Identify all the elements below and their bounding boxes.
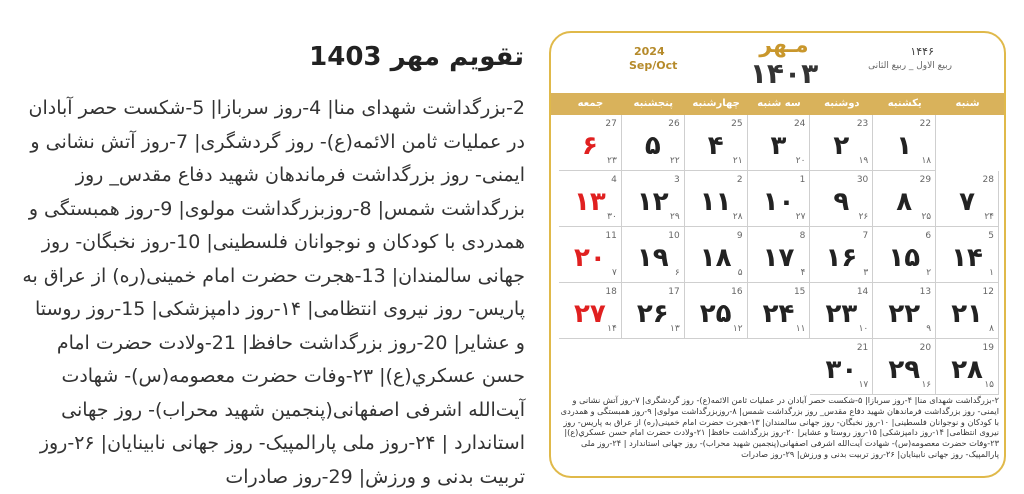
gregorian-day: 1	[799, 175, 806, 185]
hijri-day: ۶	[674, 268, 680, 278]
jalali-day: ۲۷	[574, 299, 606, 329]
day-cell[interactable]	[622, 171, 685, 227]
jalali-day: ۱۱	[699, 187, 732, 217]
jalali-day: ۴	[707, 131, 724, 161]
events-description: 2-بزرگداشت شهدای منا| 4-روز سربازا| 5-شکست حصر آبادان در عملیات ثامن الائمه(ع)- روز گردشگری| 7-روز آتش نشانی و ایمنی- روز بزرگداشت فرماندهان شهید دفاع مقدس_ روز بزرگداشت شمس| 8-روزبزرگداشت مولوی| 9-روز همبستگی و همدردی با کودکان و نوجوانان فلسطینی| 10-روز نخبگان- روز جهانی سالمندان| 13-هجرت حضرت امام خمینی(ره) از عراق به پاریس- روز نیروی انتظامی| ۱۴-روز دامپزشکی| 15-روز روستا و عشایر| 20-روز بزرگداشت حافظ| 21-ولادت حضرت امام حسن عسکري(ع)| ۲۳-وفات حضرت معصومه(س)- شهادت آیت‌الله اشرفی اصفهانی(پنجمین شهید محراب)- روز جهانی استاندارد | ۲۴-روز ملی پارالمپیک- روز جهانی نابینایان| ۲۶-روز تربیت بدنی و ورزش| 29-روز صادرات	[22, 97, 525, 488]
gregorian-day: 6	[925, 231, 932, 241]
day-cell[interactable]	[748, 115, 811, 171]
weekday-label: دوشنبه	[824, 98, 860, 109]
jalali-day: ۲۹	[888, 355, 921, 385]
gregorian-day: 5	[988, 231, 994, 241]
gregorian-day: 16	[731, 287, 743, 297]
day-cell[interactable]	[873, 227, 936, 283]
jalali-day: ۹	[833, 187, 850, 217]
hijri-day: ۲۷	[795, 212, 806, 222]
day-cell[interactable]	[685, 115, 748, 171]
jalali-day: ۲۶	[636, 299, 669, 329]
day-cell[interactable]	[810, 339, 873, 395]
jalali-day: ۳	[770, 131, 787, 161]
hijri-day: ۲۱	[732, 156, 743, 166]
calendar-header	[551, 33, 1004, 93]
day-cell[interactable]	[810, 227, 873, 283]
day-cell[interactable]	[748, 227, 811, 283]
gregorian-day: 24	[793, 119, 806, 129]
gregorian-day: 25	[731, 119, 743, 129]
jalali-day: ۱۲	[636, 187, 669, 217]
gregorian-day: 13	[919, 287, 932, 297]
day-cell[interactable]	[936, 283, 999, 339]
hijri-day: ۳	[863, 268, 869, 278]
gregorian-day: 22	[919, 119, 932, 129]
jalali-day: ۱۹	[636, 243, 669, 273]
gregorian-day: 11	[605, 231, 617, 241]
gregorian-year: 2024	[634, 45, 665, 58]
calendar-card	[549, 31, 1006, 478]
day-cell[interactable]	[622, 115, 685, 171]
jalali-day: ۱۰	[762, 187, 795, 217]
weekday-header	[551, 93, 1004, 115]
jalali-year: ۱۴۰۳	[749, 57, 819, 90]
jalali-day: ۶	[581, 131, 598, 161]
day-cell[interactable]	[810, 171, 873, 227]
day-cell[interactable]	[810, 283, 873, 339]
page-title: تقویم مهر 1403	[309, 42, 524, 72]
day-cell[interactable]	[685, 283, 748, 339]
jalali-day: ۵	[644, 131, 661, 161]
hijri-day: ۷	[612, 268, 617, 278]
hijri-day: ۳۰	[607, 212, 617, 222]
day-cell[interactable]	[748, 171, 811, 227]
hijri-day: ۱۰	[858, 324, 869, 334]
weekday-label: یکشنبه	[887, 98, 922, 109]
hijri-day: ۵	[737, 268, 743, 278]
gregorian-day: 27	[605, 119, 617, 129]
hijri-day: ۴	[800, 268, 806, 278]
hijri-day: ۱۹	[858, 156, 869, 166]
hijri-day: ۱	[989, 268, 994, 278]
hijri-day: ۱۳	[670, 324, 680, 334]
hijri-day: ۲۶	[858, 212, 869, 222]
hijri-day: ۲	[926, 268, 932, 278]
gregorian-day: 3	[673, 175, 680, 185]
hijri-day: ۹	[926, 324, 932, 334]
jalali-day: ۲۱	[951, 299, 983, 329]
jalali-day: ۱۸	[699, 243, 732, 273]
gregorian-day: 19	[982, 343, 994, 353]
jalali-day: ۱۶	[825, 243, 858, 273]
calendar-grid	[559, 115, 999, 395]
day-cell[interactable]	[559, 283, 622, 339]
day-cell[interactable]	[873, 171, 936, 227]
jalali-day: ۱۳	[574, 187, 606, 217]
weekday-label: سه شنبه	[757, 98, 801, 109]
jalali-day: ۱	[896, 131, 913, 161]
gregorian-day: 15	[793, 287, 806, 297]
gregorian-day: 18	[605, 287, 617, 297]
gregorian-day: 14	[856, 287, 869, 297]
calendar-footer-notes: ۲-بزرگداشت شهدای منا| ۴-روز سربازا| ۵-شکست حصر آبادان در عملیات ثامن الائمه(ع)- روز گردشگری| ۷-روز آتش نشانی و ایمنی- روز بزرگداشت فرماندهان شهید دفاع مقدس_ روز بزرگداشت شمس| ۸-روزبزرگداشت مولوی| ۹-روز همبستگی و همدردی با کودکان و نوجوانان فلسطینی| ۱۰-روز نخبگان- روز جهانی سالمندان| ۱۳-هجرت حضرت امام خمینی(ره) از عراق به پاریس- روز نیروی انتظامی| ۱۴-روز دامپزشکی| ۱۵-روز روستا و عشایر| ۲۰-روز بزرگداشت حافظ| ۲۱-ولادت حضرت امام حسن عسکري(ع)| ۲۳-وفات حضرت معصومه(س)- شهادت آیت‌الله اشرفی اصفهانی(پنجمین شهید محراب)- روز جهانی استاندارد | ۲۴-روز ملی پارالمپیک- روز جهانی نابینایان| ۲۶-روز تربیت بدنی و ورزش| ۲۹-روز صادرات	[560, 395, 999, 459]
hijri-day: ۲۹	[670, 212, 680, 222]
hijri-day: ۱۶	[921, 380, 932, 390]
gregorian-day: 7	[862, 231, 869, 241]
day-cell[interactable]	[873, 283, 936, 339]
day-cell[interactable]	[559, 227, 622, 283]
gregorian-day: 9	[736, 231, 743, 241]
jalali-day: ۸	[896, 187, 913, 217]
gregorian-day: 4	[611, 175, 617, 185]
jalali-day: ۲۵	[699, 299, 732, 329]
month-name: مـهر	[759, 33, 809, 58]
jalali-day: ۲۳	[825, 299, 858, 329]
day-cell[interactable]	[873, 115, 936, 171]
hijri-day: ۱۵	[984, 380, 994, 390]
gregorian-day: 12	[982, 287, 994, 297]
jalali-day: ۷	[959, 187, 975, 217]
day-cell[interactable]	[622, 227, 685, 283]
gregorian-day: 17	[668, 287, 680, 297]
weekday-label: جمعه	[577, 98, 604, 109]
gregorian-day: 29	[919, 175, 932, 185]
day-cell[interactable]	[936, 171, 999, 227]
hijri-day: ۲۵	[921, 212, 932, 222]
gregorian-day: 30	[856, 175, 869, 185]
gregorian-day: 23	[856, 119, 869, 129]
day-cell[interactable]	[936, 227, 999, 283]
jalali-day: ۱۷	[762, 243, 795, 273]
weekday-label: شنبه	[955, 98, 980, 109]
jalali-day: ۲۴	[762, 299, 795, 329]
day-cell[interactable]	[622, 283, 685, 339]
hijri-day: ۱۲	[732, 324, 743, 334]
day-cell[interactable]	[936, 339, 999, 395]
jalali-day: ۱۴	[951, 243, 983, 273]
hijri-day: ۸	[989, 324, 994, 334]
hijri-day: ۲۴	[984, 212, 994, 222]
gregorian-day: 2	[736, 175, 743, 185]
day-cell[interactable]	[559, 115, 622, 171]
day-cell[interactable]	[559, 171, 622, 227]
gregorian-months: Sep/Oct	[629, 59, 678, 72]
hijri-day: ۲۳	[607, 156, 617, 166]
hijri-day: ۲۸	[732, 212, 743, 222]
jalali-day: ۱۵	[888, 243, 921, 273]
hijri-day: ۱۴	[607, 324, 617, 334]
gregorian-day: 10	[668, 231, 680, 241]
gregorian-day: 21	[856, 343, 869, 353]
hijri-day: ۲۲	[670, 156, 680, 166]
jalali-day: ۲۸	[951, 355, 983, 385]
day-cell[interactable]	[748, 283, 811, 339]
hijri-day: ۲۰	[795, 156, 806, 166]
hijri-year: ۱۴۴۶	[910, 45, 934, 58]
day-cell[interactable]	[810, 115, 873, 171]
day-cell[interactable]	[685, 227, 748, 283]
weekday-label: پنجشنبه	[633, 98, 673, 109]
hijri-months: ربیع الاول _ ربیع الثانی	[868, 61, 952, 71]
hijri-day: ۱۷	[858, 380, 869, 390]
day-cell[interactable]	[685, 171, 748, 227]
weekday-label: چهارشنبه	[692, 98, 740, 109]
jalali-day: ۲۰	[574, 243, 606, 273]
hijri-day: ۱۱	[795, 324, 806, 334]
gregorian-day: 8	[799, 231, 806, 241]
hijri-day: ۱۸	[921, 156, 932, 166]
day-cell[interactable]	[873, 339, 936, 395]
gregorian-day: 28	[982, 175, 994, 185]
gregorian-day: 26	[668, 119, 680, 129]
jalali-day: ۲	[833, 131, 850, 161]
jalali-day: ۲۲	[888, 299, 921, 329]
jalali-day: ۳۰	[825, 355, 858, 385]
gregorian-day: 20	[919, 343, 932, 353]
